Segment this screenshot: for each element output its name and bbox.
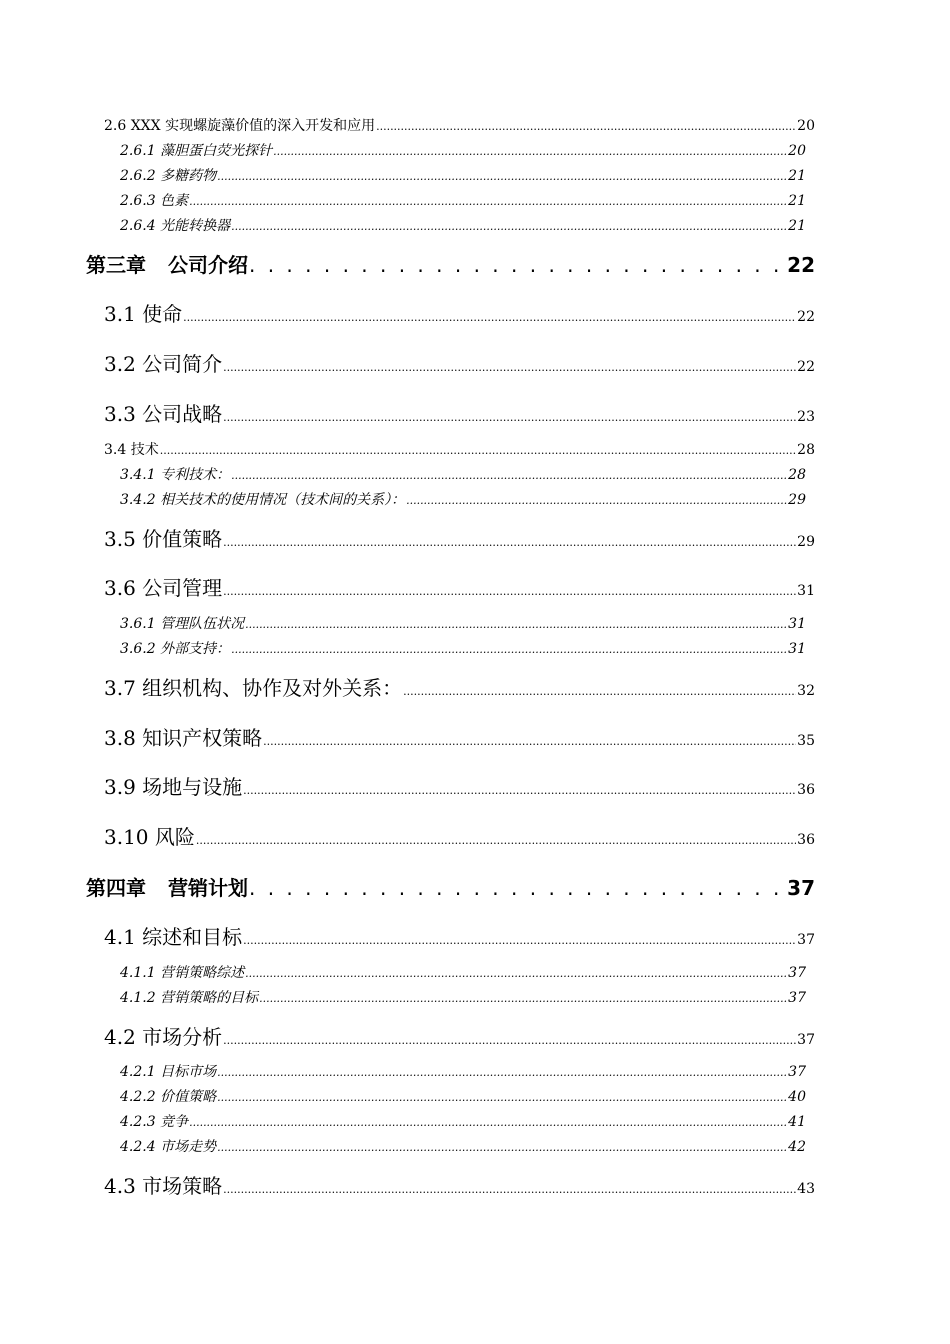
toc-entry-page: 36: [797, 782, 815, 798]
toc-entry-page: 31: [788, 616, 806, 632]
toc-entry-page: 29: [788, 492, 806, 508]
dot-leader: [259, 992, 787, 1005]
toc-entry-3-2[interactable]: [104, 348, 815, 377]
toc-entry-page: 22: [797, 359, 815, 375]
toc-chapter-title: [86, 872, 248, 901]
dot-leader: [196, 834, 796, 847]
toc-entry-2-6-2[interactable]: [120, 165, 806, 185]
toc-entry-page: 36: [797, 832, 815, 848]
toc-entry-3-4[interactable]: [104, 439, 815, 459]
toc-entry-page: 31: [788, 641, 806, 657]
toc-entry-title: 3.4 技术: [104, 442, 159, 458]
dot-leader: [231, 643, 787, 656]
toc-entry-title: 4.2.2 价值策略: [120, 1089, 217, 1105]
toc-entry-title: 3.10 风险: [104, 825, 195, 849]
toc-entry-page: 21: [788, 193, 806, 209]
toc-entry-page: 20: [788, 143, 806, 159]
dot-leader: [223, 1034, 796, 1047]
dot-leader: [243, 934, 796, 947]
dot-leader: [245, 967, 787, 980]
toc-entry-title: 2.6.2 多糖药物: [120, 168, 217, 184]
toc-entry-3-5[interactable]: [104, 523, 815, 552]
toc-entry-title: 4.3 市场策略: [104, 1174, 223, 1198]
toc-chapter-title: [86, 249, 248, 278]
dot-leader: [217, 1141, 787, 1154]
toc-entry-3-6-2[interactable]: [120, 638, 806, 658]
dot-leader: [160, 444, 796, 457]
dot-leader: [217, 1066, 787, 1079]
dot-leader: [406, 494, 787, 507]
toc-chapter-3[interactable]: [86, 249, 815, 278]
toc-entry-3-6-1[interactable]: [120, 613, 806, 633]
dot-leader: [231, 220, 787, 233]
toc-entry-page: 37: [797, 932, 815, 948]
toc-entry-4-2-4[interactable]: [120, 1136, 806, 1156]
chapter-name: 公司介绍: [168, 253, 248, 277]
toc-entry-page: 21: [788, 168, 806, 184]
toc-entry-4-2-3[interactable]: [120, 1111, 806, 1131]
toc-entry-page: 37: [788, 965, 806, 981]
toc-chapter-4[interactable]: [86, 872, 815, 901]
chapter-number: 第三章: [86, 253, 146, 277]
toc-entry-title: 4.1 综述和目标: [104, 925, 243, 949]
toc-entry-page: 20: [797, 118, 815, 134]
toc-entry-title: 3.5 价值策略: [104, 527, 223, 551]
toc-entry-page: 37: [788, 990, 806, 1006]
dot-leader: [231, 469, 787, 482]
toc-entry-2-6-3[interactable]: [120, 190, 806, 210]
toc-entry-page: 21: [788, 218, 806, 234]
toc-entry-page: 37: [797, 1032, 815, 1048]
toc-entry-title: 2.6.3 色素: [120, 193, 189, 209]
dot-leader: [243, 784, 796, 797]
toc-entry-3-7[interactable]: [104, 672, 815, 701]
dot-leader: [189, 1116, 787, 1129]
toc-entry-page: 28: [797, 442, 815, 458]
toc-entry-page: 32: [797, 683, 815, 699]
toc-entry-title: 3.2 公司简介: [104, 352, 223, 376]
toc-entry-title: 2.6 XXX 实现螺旋藻价值的深入开发和应用: [104, 118, 376, 134]
toc-entry-4-1-2[interactable]: [120, 987, 806, 1007]
toc-entry-4-2-2[interactable]: [120, 1086, 806, 1106]
toc-entry-3-3[interactable]: [104, 398, 815, 427]
dot-leader: [223, 1183, 796, 1196]
toc-entry-title: 3.6.1 管理队伍状况: [120, 616, 245, 632]
dot-leader: [376, 120, 796, 133]
toc-entry-title: 4.2.1 目标市场: [120, 1064, 217, 1080]
toc-entry-3-10[interactable]: [104, 821, 815, 850]
toc-entry-title: 3.7 组织机构、协作及对外关系：: [104, 676, 403, 700]
toc-entry-page: 31: [797, 583, 815, 599]
dot-leader: [249, 253, 786, 277]
toc-entry-page: 35: [797, 733, 815, 749]
dot-leader: [249, 876, 786, 900]
dot-leader: [263, 735, 796, 748]
toc-entry-4-2[interactable]: [104, 1021, 815, 1050]
toc-entry-title: 4.1.1 营销策略综述: [120, 965, 245, 981]
toc-entry-page: 42: [788, 1139, 806, 1155]
dot-leader: [273, 145, 787, 158]
toc-entry-4-1[interactable]: [104, 921, 815, 950]
toc-entry-3-6[interactable]: [104, 572, 815, 601]
toc-entry-3-1[interactable]: [104, 298, 815, 327]
toc-entry-title: 3.3 公司战略: [104, 402, 223, 426]
toc-entry-3-4-2[interactable]: [120, 489, 806, 509]
toc-entry-title: 4.2 市场分析: [104, 1025, 223, 1049]
toc-entry-3-9[interactable]: [104, 771, 815, 800]
toc-entry-page: 41: [788, 1114, 806, 1130]
toc-entry-page: 28: [788, 467, 806, 483]
dot-leader: [223, 411, 796, 424]
dot-leader: [223, 585, 796, 598]
toc-entry-title: 3.4.1 专利技术：: [120, 467, 231, 483]
toc-entry-2-6-4[interactable]: [120, 215, 806, 235]
toc-entry-2-6[interactable]: [104, 115, 815, 135]
toc-entry-title: 4.2.3 竞争: [120, 1114, 189, 1130]
dot-leader: [189, 195, 787, 208]
toc-entry-title: 3.8 知识产权策略: [104, 726, 263, 750]
toc-entry-page: 37: [787, 876, 815, 900]
toc-entry-page: 37: [788, 1064, 806, 1080]
toc-entry-page: 22: [787, 253, 815, 277]
toc-entry-page: 40: [788, 1089, 806, 1105]
toc-entry-title: 3.6.2 外部支持：: [120, 641, 231, 657]
toc-entry-4-2-1[interactable]: [120, 1061, 806, 1081]
dot-leader: [403, 685, 796, 698]
toc-entry-title: 2.6.1 藻胆蛋白荧光探针: [120, 143, 273, 159]
toc-entry-title: 3.6 公司管理: [104, 576, 223, 600]
dot-leader: [183, 311, 796, 324]
toc-entry-2-6-1[interactable]: [120, 140, 806, 160]
chapter-name: 营销计划: [168, 876, 248, 900]
toc-entry-page: 43: [797, 1181, 815, 1197]
toc-entry-title: 4.2.4 市场走势: [120, 1139, 217, 1155]
toc-entry-3-8[interactable]: [104, 722, 815, 751]
dot-leader: [217, 1091, 787, 1104]
toc-entry-title: 2.6.4 光能转换器: [120, 218, 231, 234]
dot-leader: [223, 361, 796, 374]
chapter-number: 第四章: [86, 876, 146, 900]
toc-entry-page: 22: [797, 309, 815, 325]
toc-entry-3-4-1[interactable]: [120, 464, 806, 484]
toc-entry-4-3[interactable]: [104, 1170, 815, 1199]
toc-entry-title: 3.4.2 相关技术的使用情况（技术间的关系）：: [120, 492, 406, 508]
dot-leader: [217, 170, 787, 183]
toc-entry-page: 23: [797, 409, 815, 425]
dot-leader: [245, 618, 787, 631]
dot-leader: [223, 536, 796, 549]
toc-entry-4-1-1[interactable]: [120, 962, 806, 982]
toc-entry-title: 4.1.2 营销策略的目标: [120, 990, 259, 1006]
toc-entry-page: 29: [797, 534, 815, 550]
toc-entry-title: 3.9 场地与设施: [104, 775, 243, 799]
toc-entry-title: 3.1 使命: [104, 302, 183, 326]
